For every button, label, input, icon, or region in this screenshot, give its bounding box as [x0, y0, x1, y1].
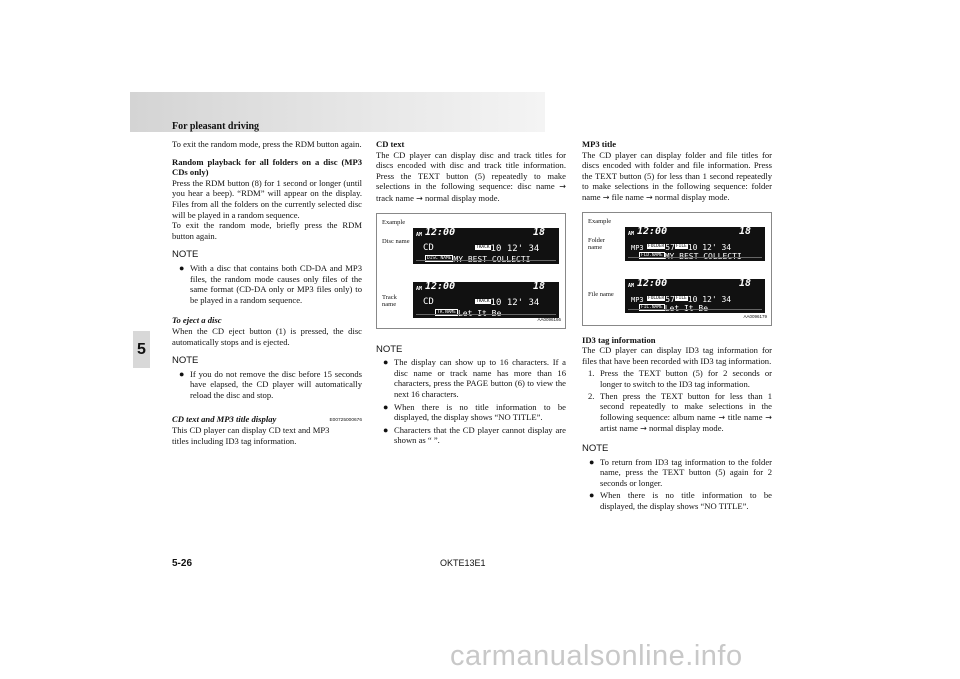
page-number: 5-26: [172, 558, 193, 569]
figure-label: Track name: [382, 293, 397, 309]
paragraph: The CD player can display disc and track titles for discs encoded with disc and track title information. Press the TEXT button (5) repeatedly to make selections in the following sequence: disc name → track name → normal display mode.: [376, 149, 566, 203]
figure-code: AA0096179: [743, 313, 767, 319]
column-2: [376, 139, 566, 448]
figure-label: Folder name: [588, 236, 605, 252]
arrow-icon: →: [416, 193, 423, 203]
paragraph: To exit the random mode, press the RDM button again.: [172, 139, 362, 149]
figure-caption: Example: [382, 218, 406, 226]
section-title: For pleasant driving: [172, 121, 260, 132]
note-item: ● The display can show up to 16 characters. If a disc name or track name has more than 16 characters, press the PAGE button (6) to view the next 16 characters.: [383, 357, 566, 399]
bullet-icon: ●: [589, 490, 595, 501]
figure-label: Disc name: [382, 237, 410, 245]
note-item: ● If you do not remove the disc before 15 seconds have elapsed, the CD player will automatically reload the disc and stop.: [179, 368, 362, 400]
arrow-icon: →: [602, 192, 610, 202]
chapter-tab: 5: [133, 331, 150, 368]
note-item: ● When there is no title information to be displayed, the display shows “NO TITLE”.: [589, 490, 772, 511]
lcd-display: AM 12:00 18 MP3 FOLDER57FILE10 12' 34 FIL.NAME Let It Be: [625, 279, 765, 313]
subheading: Random playback for all folders on a disc (MP3 CDs only): [172, 156, 362, 178]
figure-label: File name: [588, 290, 614, 298]
note-item: ● Characters that the CD player cannot display are shown as “ ”.: [383, 424, 566, 446]
subheading: CD text: [376, 139, 405, 149]
document-code: OKTE13E1: [440, 558, 486, 568]
arrow-icon: →: [718, 412, 726, 422]
paragraph: The CD player can display ID3 tag information for files that have been recorded with ID3 tag information.: [582, 345, 772, 366]
numbered-step: 2. Then press the TEXT button for less than 1 second repeatedly to make selections in the following sequence: album name → title name → artist name → normal display mode.: [588, 390, 772, 434]
paragraph: When the CD eject button (1) is pressed, the disc automatically stops and is ejected.: [172, 325, 362, 347]
subheading: ID3 tag information: [582, 334, 656, 345]
arrow-icon: →: [646, 192, 653, 202]
subheading: To eject a disc: [172, 315, 222, 326]
note-label: NOTE: [376, 343, 403, 355]
arrow-icon: →: [559, 182, 566, 192]
numbered-step: 1. Press the TEXT button (5) for 2 seconds or longer to switch to the ID3 tag information.: [588, 368, 772, 389]
bullet-icon: ●: [179, 262, 185, 273]
subheading: MP3 title: [582, 139, 617, 149]
note-label: NOTE: [172, 249, 199, 261]
lcd-display: AM 12:00 18 CD TRACK10 12' 34 TR.NAME Let It Be: [413, 282, 559, 318]
note-item: ● When there is no title information to be displayed, the display shows “NO TITLE”.: [383, 401, 566, 423]
paragraph: Press the RDM button (8) for 1 second or longer (until you hear a beep). “RDM” will appear on the display. Files from all the folders on the currently selected disc will be played in a random sequence.: [172, 177, 362, 220]
paragraph: This CD player can display CD text and MP3 titles including ID3 tag information.: [172, 425, 330, 446]
display-figure: [376, 213, 566, 329]
bullet-icon: ●: [383, 401, 389, 412]
bullet-icon: ●: [383, 357, 389, 368]
subheading-row: [172, 414, 362, 425]
display-figure: [582, 212, 772, 326]
bullet-icon: ●: [179, 368, 185, 379]
note-item: ● With a disc that contains both CD-DA and MP3 files, the random mode causes only files of the same format (CD-DA only or MP3 files only) to be played in a random sequence.: [179, 262, 362, 305]
arrow-icon: →: [765, 412, 772, 422]
arrow-icon: →: [640, 424, 647, 434]
subheading: CD text and MP3 title display: [172, 414, 277, 425]
section-code: E00725000676: [329, 418, 362, 424]
lcd-display: AM 12:00 18 MP3 FOLDER57FILE10 12' 34 FLD.NAME MY BEST COLLECTI: [625, 227, 765, 261]
figure-code: AA0096166: [537, 316, 561, 322]
figure-caption: Example: [588, 217, 612, 225]
paragraph: The CD player can display folder and file titles for discs encoded with folder and file information. Press the TEXT button (5) for less than 1 second repeatedly to make selections in the following sequence: folder name → file name → normal display mode.: [582, 149, 772, 202]
bullet-icon: ●: [589, 456, 595, 467]
column-1: [172, 139, 362, 453]
note-item: ● To return from ID3 tag information to the folder name, press the TEXT button (5) again for 2 seconds or longer.: [589, 456, 772, 488]
note-label: NOTE: [582, 442, 609, 454]
lcd-display: AM 12:00 18 CD TRACK10 12' 34 DISC NAME MY BEST COLLECTI: [413, 228, 559, 264]
bullet-icon: ●: [383, 424, 389, 435]
note-label: NOTE: [172, 355, 199, 367]
watermark: carmanualsonline.info: [450, 640, 743, 672]
column-3: [582, 139, 772, 513]
paragraph: To exit the random mode, briefly press the RDM button again.: [172, 220, 362, 241]
